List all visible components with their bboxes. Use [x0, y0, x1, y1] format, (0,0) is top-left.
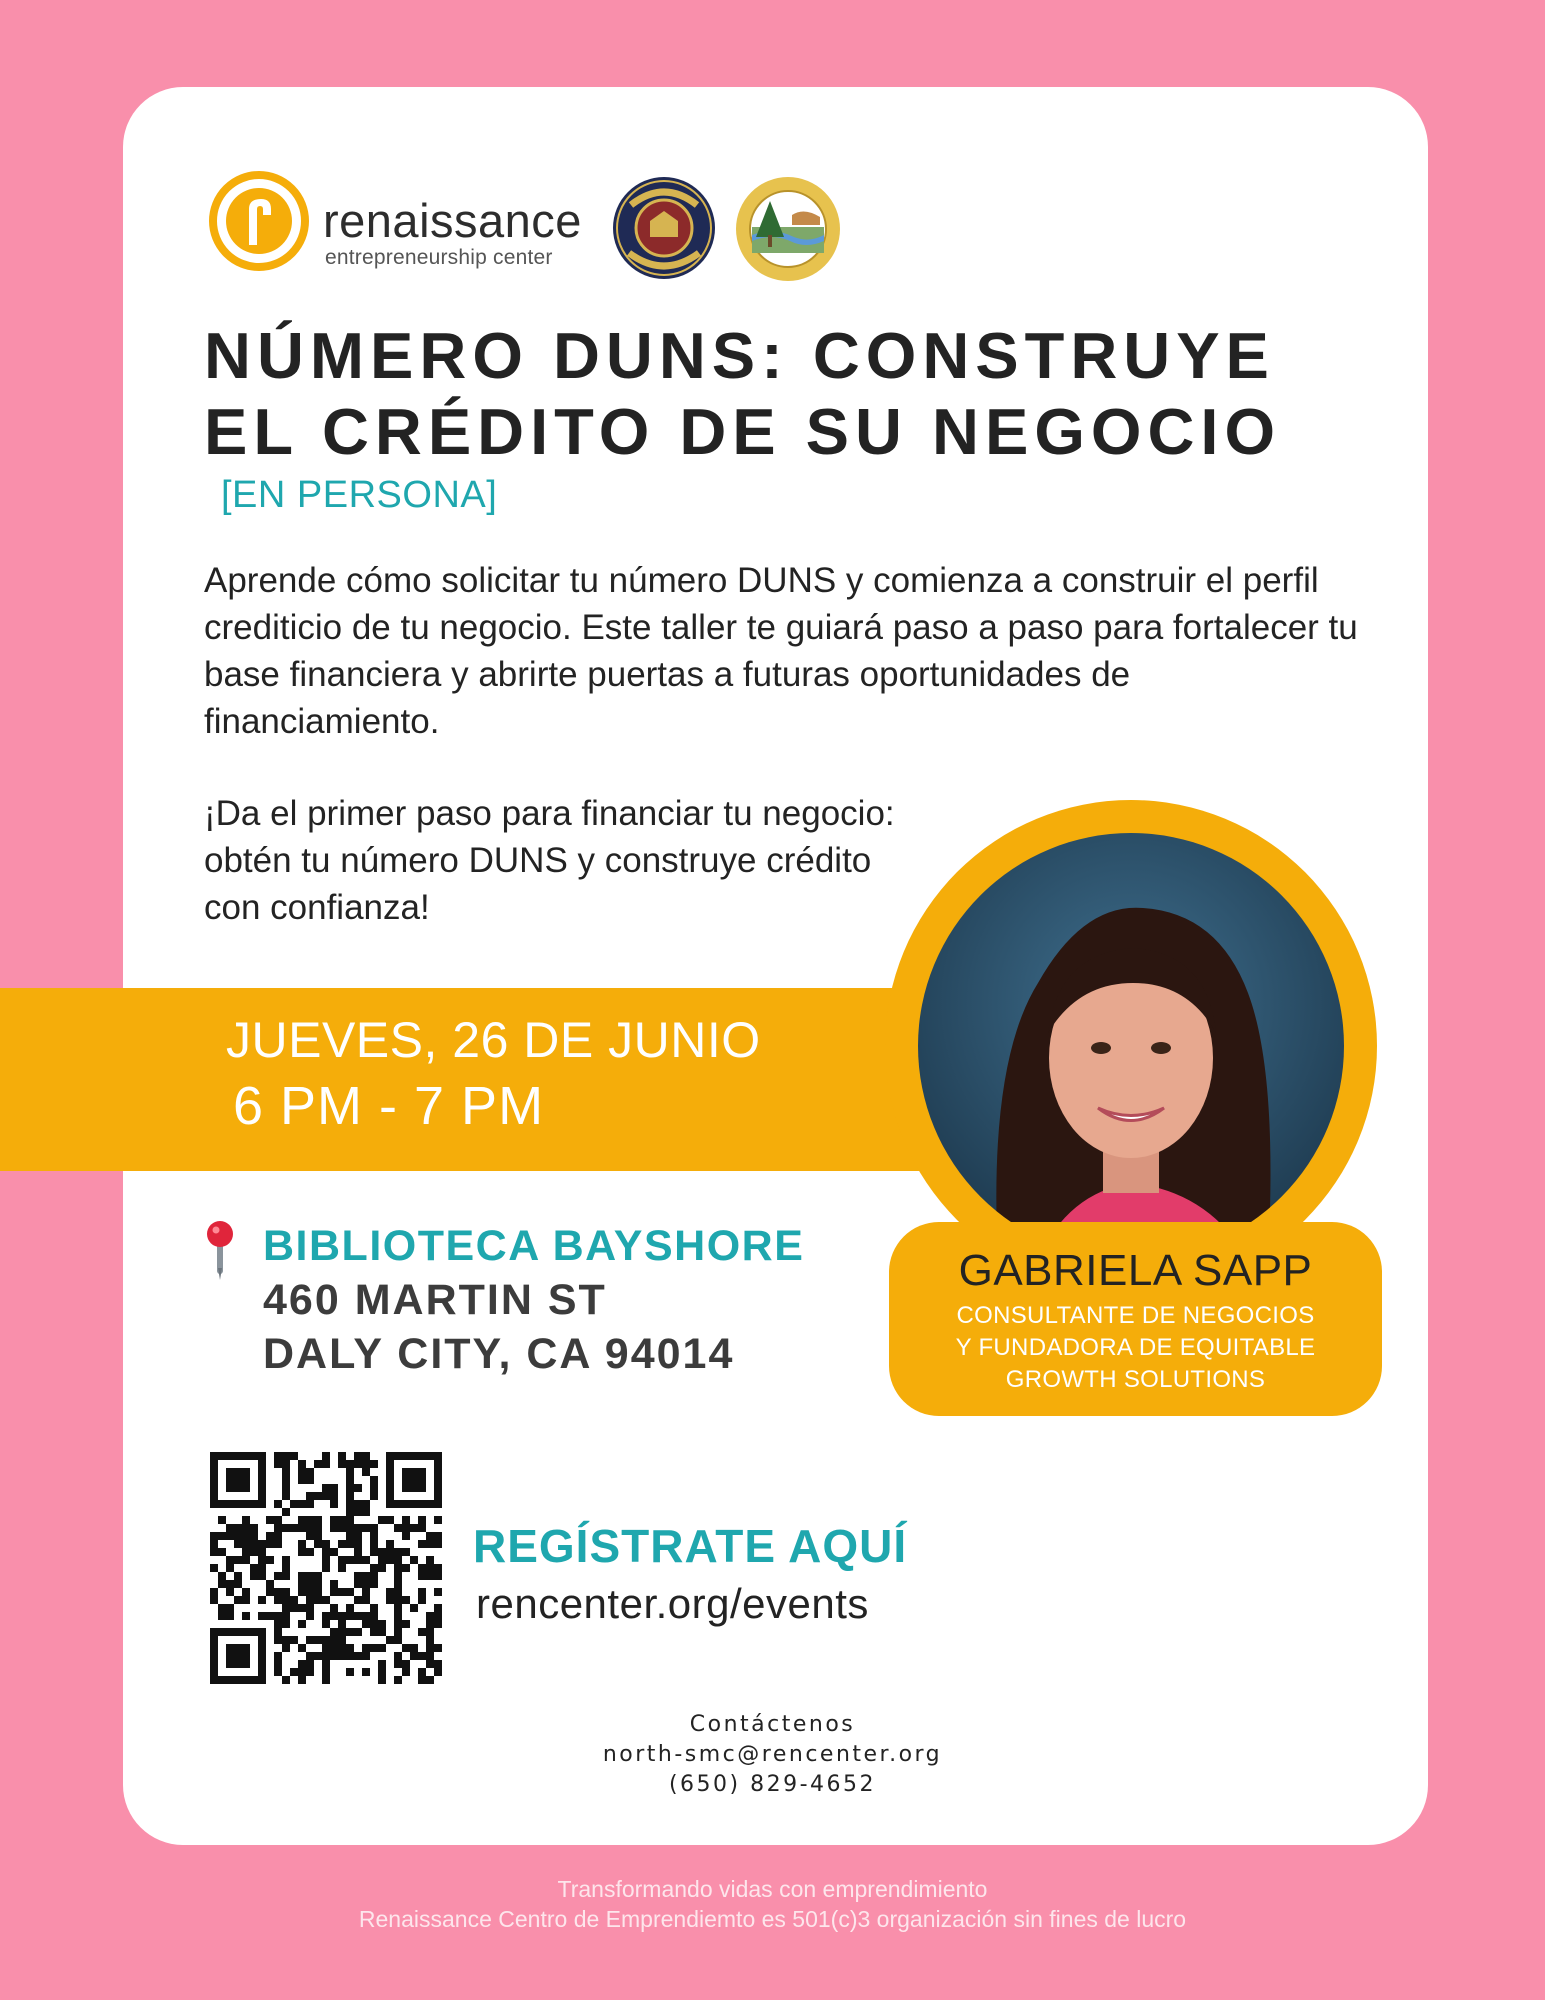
logo-tagline: entrepreneurship center: [325, 246, 553, 269]
title-line-1: NÚMERO DUNS: CONSTRUYE: [204, 319, 1275, 392]
registration-qr-code[interactable]: [210, 1452, 442, 1684]
logo-name: renaissance: [323, 194, 582, 247]
venue-street: 460 MARTIN ST: [263, 1276, 607, 1324]
speaker-role-line-1: CONSULTANTE DE NEGOCIOS: [956, 1302, 1315, 1329]
footer-tagline: Transformando vidas con emprendimiento: [557, 1876, 988, 1902]
san-mateo-county-seal-icon: [734, 175, 842, 283]
call-to-action: ¡Da el primer paso para financiar tu negocio: obtén tu número DUNS y construye crédito con confianza!: [204, 794, 895, 927]
register-label: REGÍSTRATE AQUÍ: [473, 1520, 908, 1572]
title-line-2: EL CRÉDITO DE SU NEGOCIO: [204, 395, 1282, 468]
event-description: Aprende cómo solicitar tu número DUNS y comienza a construir el perfil crediticio de tu negocio. Este taller te guiará paso a paso para fortalecer tu base financiera y abrirte puertas a futuras oportunidades de financiamiento.: [204, 561, 1358, 741]
speaker-photo: [918, 833, 1344, 1259]
speaker-role-line-2: Y FUNDADORA DE EQUITABLE: [955, 1334, 1316, 1361]
contact-phone[interactable]: (650) 829-4652: [668, 1772, 877, 1797]
event-date: JUEVES, 26 DE JUNIO: [226, 1012, 761, 1068]
footer-nonprofit-note: Renaissance Centro de Emprendiemto es 501(c)3 organización sin fines de lucro: [358, 1906, 1187, 1932]
event-time: 6 PM - 7 PM: [233, 1076, 545, 1136]
event-format: [EN PERSONA]: [221, 474, 498, 516]
venue-city: DALY CITY, CA 94014: [263, 1330, 735, 1378]
speaker-name: GABRIELA SAPP: [958, 1246, 1313, 1295]
contact-email[interactable]: north-smc@rencenter.org: [602, 1742, 943, 1767]
daly-city-seal-icon: [611, 175, 717, 281]
contact-heading: Contáctenos: [689, 1712, 856, 1737]
speaker-card: [889, 1222, 1382, 1416]
page-title: [204, 318, 1281, 470]
venue-name: BIBLIOTECA BAYSHORE: [263, 1222, 805, 1270]
speaker-role: [889, 1300, 1382, 1396]
renaissance-logo-icon: [209, 171, 309, 271]
speaker-role-line-3: GROWTH SOLUTIONS: [1005, 1366, 1266, 1393]
location-pin-icon: [205, 1220, 235, 1280]
register-link[interactable]: rencenter.org/events: [476, 1580, 869, 1627]
